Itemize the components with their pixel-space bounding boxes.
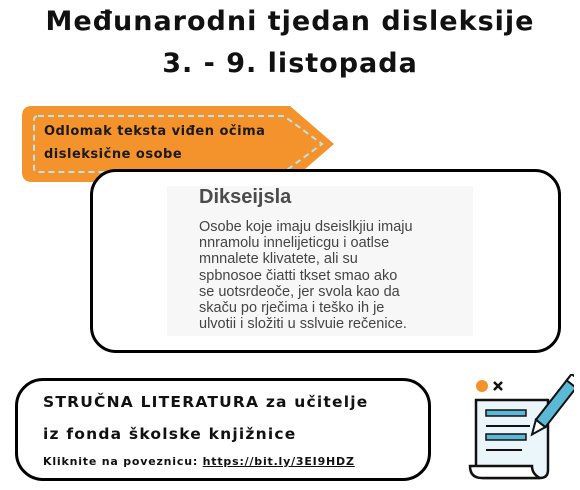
sample-paragraph: [199, 219, 459, 332]
page-subtitle-dates: 3. - 9. listopada: [162, 48, 418, 79]
tag-line-1: Odlomak teksta viđen očima: [44, 124, 266, 139]
sample-line: Osobe koje imaju dseislkjiu imaju: [199, 219, 413, 235]
sample-line: se uotsrdeoče, jer svola kao da: [199, 283, 400, 300]
link-prefix: Kliknite na poveznicu:: [43, 455, 203, 468]
sample-line: spbnosoe čiatti tkset smao ako: [199, 267, 398, 284]
tag-text: [44, 120, 314, 166]
sample-line: nnramolu innelijeticgu i oatlse: [199, 235, 390, 252]
literature-subtitle: iz fonda školske knjižnice: [43, 425, 297, 443]
page-title: Međunarodni tjedan disleksije: [45, 6, 535, 37]
document-with-pen-icon: [466, 374, 574, 484]
link-line: [43, 455, 355, 468]
sample-line: skaču po rječima i teško ih je: [199, 300, 385, 317]
literature-title: STRUČNA LITERATURA za učitelje: [43, 393, 369, 411]
tag-line-2: disleksične osobe: [44, 147, 183, 162]
sample-heading: Dikseijsla: [199, 186, 292, 208]
literature-link[interactable]: https://bit.ly/3EI9HDZ: [202, 455, 355, 468]
sample-line: ulvotii i složiti u sslvuie rečenice.: [199, 316, 407, 333]
sample-line: mnnalete klivatete, ali su: [199, 251, 358, 268]
